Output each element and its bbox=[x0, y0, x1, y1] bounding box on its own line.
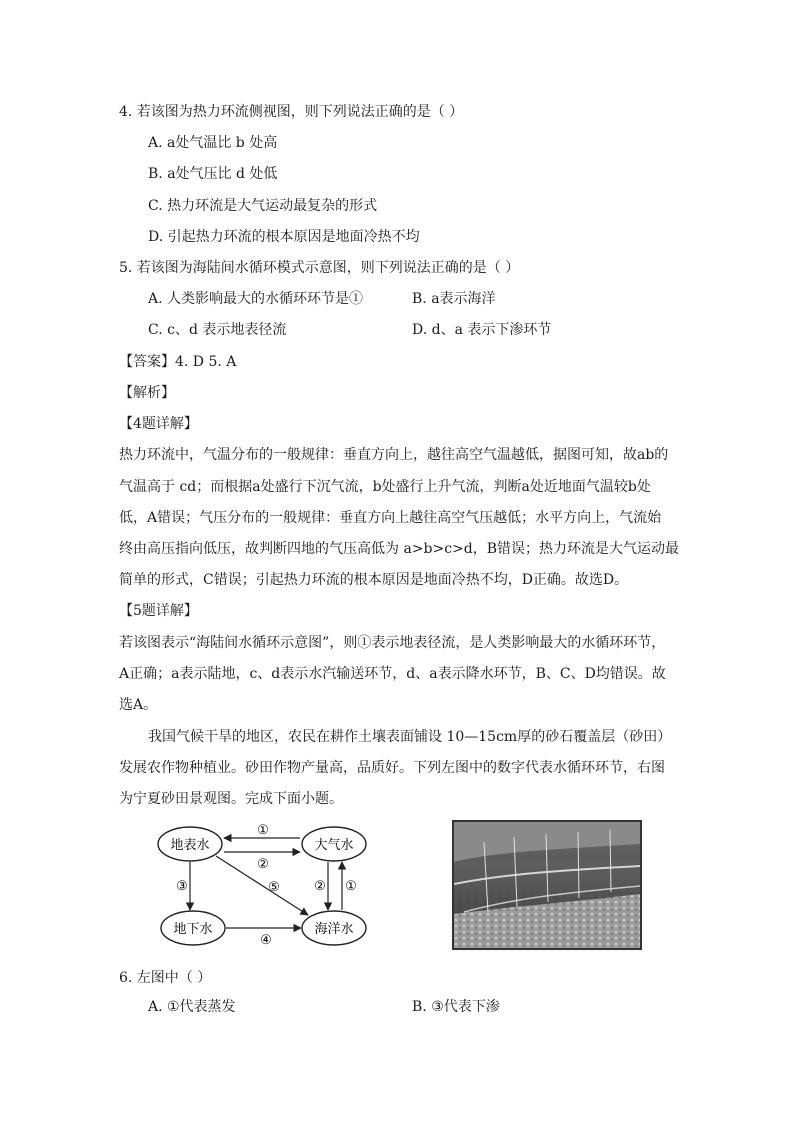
q6-stem: 6. 左图中（ ） bbox=[119, 970, 212, 986]
detail-4-line: 低，A错误；气压分布的一般规律：垂直方向上越往高空气压越低；水平方向上，气流始 bbox=[119, 510, 662, 526]
q5-option-d: D. d、a 表示下渗环节 bbox=[412, 322, 552, 338]
node-groundwater-label: 地下水 bbox=[173, 922, 213, 937]
label-2-right: ② bbox=[314, 879, 326, 894]
sand-field-photo bbox=[452, 820, 642, 950]
detail-4-line: 热力环流中，气温分布的一般规律：垂直方向上，越往高空气温越低，据图可知，故ab的 bbox=[119, 447, 669, 463]
answer-line: 【答案】4. D 5. A bbox=[119, 354, 237, 370]
node-groundwater bbox=[161, 911, 225, 945]
label-1-top: ① bbox=[257, 823, 269, 838]
node-atmospheric-water bbox=[302, 827, 366, 861]
q5-option-c: C. c、d 表示地表径流 bbox=[148, 322, 287, 338]
intro-line: 我国气候干旱的地区，农民在耕作土壤表面铺设 10—15cm厚的砂石覆盖层（砂田） bbox=[148, 729, 672, 745]
detail-4-line: 气温高于 cd；而根据a处盛行下沉气流，b处盛行上升气流，判断a处近地面气温较b处 bbox=[119, 479, 651, 495]
q6-option-b: B. ③代表下渗 bbox=[412, 999, 500, 1015]
detail-4-title: 【4题详解】 bbox=[119, 416, 198, 432]
q5-option-b: B. a表示海洋 bbox=[412, 291, 496, 307]
node-ocean-water bbox=[302, 911, 366, 945]
q4-option-b: B. a处气压比 d 处低 bbox=[148, 166, 278, 182]
detail-5-line: A正确；a表示陆地，c、d表示水汽输送环节，d、a表示降水环节，B、C、D均错误。故 bbox=[119, 666, 666, 682]
sand-field-photo-drawing bbox=[454, 822, 640, 948]
intro-line: 为宁夏砂田景观图。完成下面小题。 bbox=[119, 791, 343, 807]
label-3: ③ bbox=[176, 879, 188, 894]
label-4: ④ bbox=[260, 933, 272, 948]
q4-option-a: A. a处气温比 b 处高 bbox=[148, 135, 278, 151]
q4-stem: 4. 若该图为热力环流侧视图，则下列说法正确的是（ ） bbox=[119, 104, 464, 120]
detail-4-line: 简单的形式，C错误；引起热力环流的根本原因是地面冷热不均，D正确。故选D。 bbox=[119, 572, 629, 588]
detail-4-line: 终由高压指向低压，故判断四地的气压高低为 a>b>c>d，B错误；热力环流是大气运动最 bbox=[119, 541, 680, 557]
node-atmospheric-water-label: 大气水 bbox=[314, 838, 354, 853]
label-2-top: ② bbox=[257, 857, 269, 872]
node-ocean-water-label: 海洋水 bbox=[314, 922, 354, 937]
q6-option-a: A. ①代表蒸发 bbox=[148, 999, 236, 1015]
q5-stem: 5. 若该图为海陆间水循环模式示意图，则下列说法正确的是（ ） bbox=[119, 260, 520, 276]
detail-5-title: 【5题详解】 bbox=[119, 603, 198, 619]
detail-5-line: 若该图表示“海陆间水循环示意图”，则①表示地表径流，是人类影响最大的水循环环节， bbox=[119, 635, 666, 651]
detail-5-line: 选A。 bbox=[119, 697, 158, 713]
q4-option-d: D. 引起热力环流的根本原因是地面冷热不均 bbox=[148, 229, 420, 245]
q4-option-c: C. 热力环流是大气运动最复杂的形式 bbox=[148, 198, 378, 214]
water-cycle-diagram bbox=[150, 818, 390, 950]
intro-line: 发展农作物种植业。砂田作物产量高，品质好。下列左图中的数字代表水循环环节，右图 bbox=[119, 760, 665, 776]
q5-option-a: A. 人类影响最大的水循环环节是① bbox=[148, 291, 364, 307]
label-1-right: ① bbox=[345, 879, 357, 894]
analysis-title: 【解析】 bbox=[119, 385, 175, 401]
node-surface-water bbox=[158, 827, 222, 861]
node-surface-water-label: 地表水 bbox=[170, 838, 210, 853]
label-5: ⑤ bbox=[268, 880, 280, 895]
